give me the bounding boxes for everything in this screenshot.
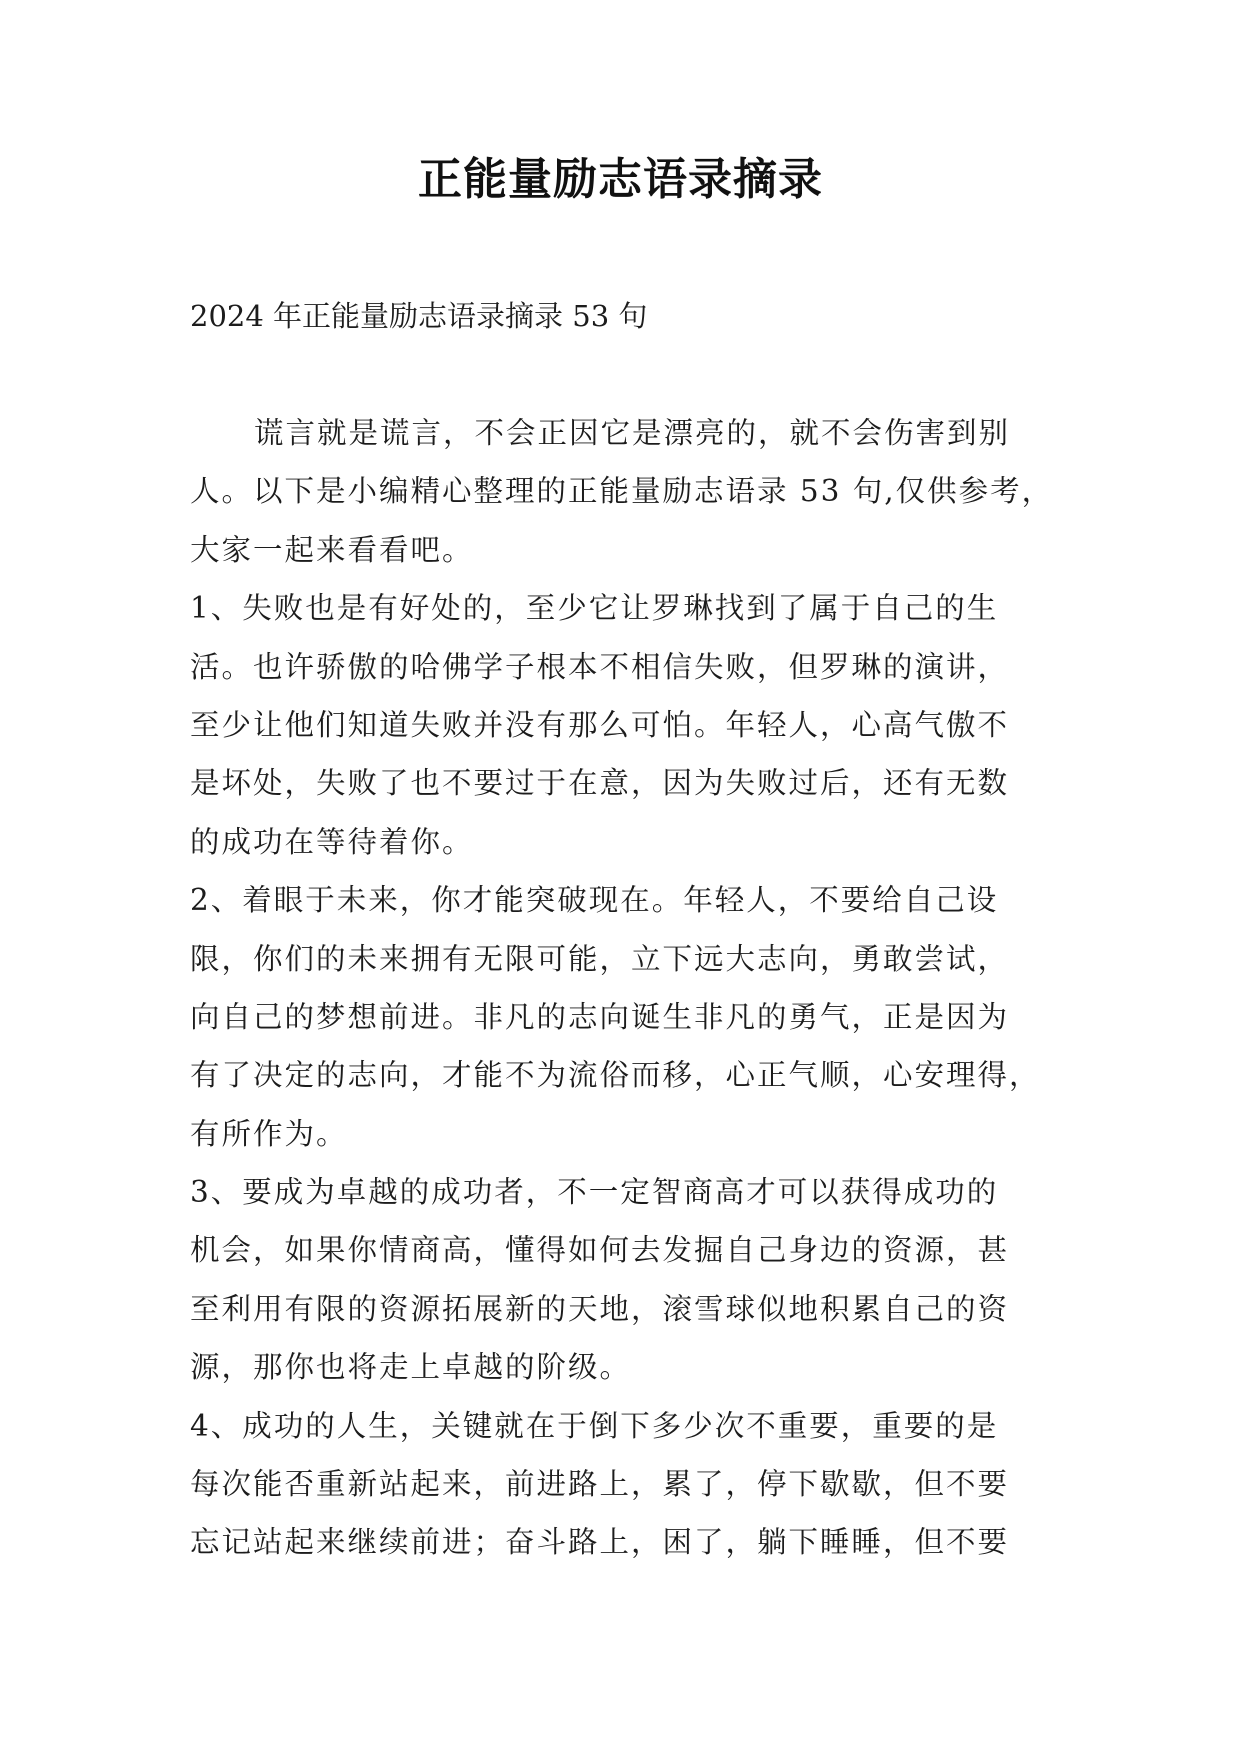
document-title: 正能量励志语录摘录	[418, 154, 823, 205]
quote-item-2	[190, 871, 1070, 1163]
paragraph-line: 向自己的梦想前进。非凡的志向诞生非凡的勇气，正是因为	[190, 999, 1010, 1034]
quote-item-3	[190, 1163, 1070, 1397]
paragraph-line: 2、着眼于未来，你才能突破现在。年轻人，不要给自己设	[190, 883, 999, 918]
paragraph-line: 的成功在等待着你。	[190, 824, 474, 859]
quote-item-4	[190, 1397, 1070, 1572]
document-subtitle: 2024 年正能量励志语录摘录 53 句	[190, 299, 648, 333]
paragraph-line: 忘记站起来继续前进；奋斗路上，困了，躺下睡睡，但不要	[190, 1525, 1010, 1560]
paragraph-line: 1、失败也是有好处的，至少它让罗琳找到了属于自己的生	[190, 591, 999, 626]
document-body	[190, 404, 1070, 1572]
paragraph-line: 大家一起来看看吧。	[190, 532, 474, 567]
paragraph-line: 每次能否重新站起来，前进路上，累了，停下歇歇，但不要	[190, 1467, 1010, 1502]
paragraph-line: 限，你们的未来拥有无限可能，立下远大志向，勇敢尝试，	[190, 941, 1010, 976]
paragraph-line: 至利用有限的资源拓展新的天地，滚雪球似地积累自己的资	[190, 1291, 1010, 1326]
intro-paragraph	[190, 404, 1070, 579]
paragraph-line: 3、要成为卓越的成功者，不一定智商高才可以获得成功的	[190, 1175, 999, 1210]
paragraph-line: 人。以下是小编精心整理的正能量励志语录 53 句,仅供参考，	[190, 474, 1054, 509]
paragraph-line: 谎言就是谎言，不会正因它是漂亮的，就不会伤害到别	[254, 416, 1011, 450]
paragraph-line: 机会，如果你情商高，懂得如何去发掘自己身边的资源，甚	[190, 1233, 1010, 1268]
paragraph-line: 有所作为。	[190, 1116, 348, 1151]
quote-item-1	[190, 579, 1070, 871]
paragraph-line: 是坏处，失败了也不要过于在意，因为失败过后，还有无数	[190, 766, 1010, 801]
paragraph-line: 至少让他们知道失败并没有那么可怕。年轻人，心高气傲不	[190, 707, 1010, 742]
paragraph-line: 有了决定的志向，才能不为流俗而移，心正气顺，心安理得，	[190, 1058, 1041, 1093]
paragraph-line: 活。也许骄傲的哈佛学子根本不相信失败，但罗琳的演讲，	[190, 649, 1010, 684]
paragraph-line: 源，那你也将走上卓越的阶级。	[190, 1350, 632, 1385]
paragraph-line: 4、成功的人生，关键就在于倒下多少次不重要，重要的是	[190, 1408, 999, 1443]
